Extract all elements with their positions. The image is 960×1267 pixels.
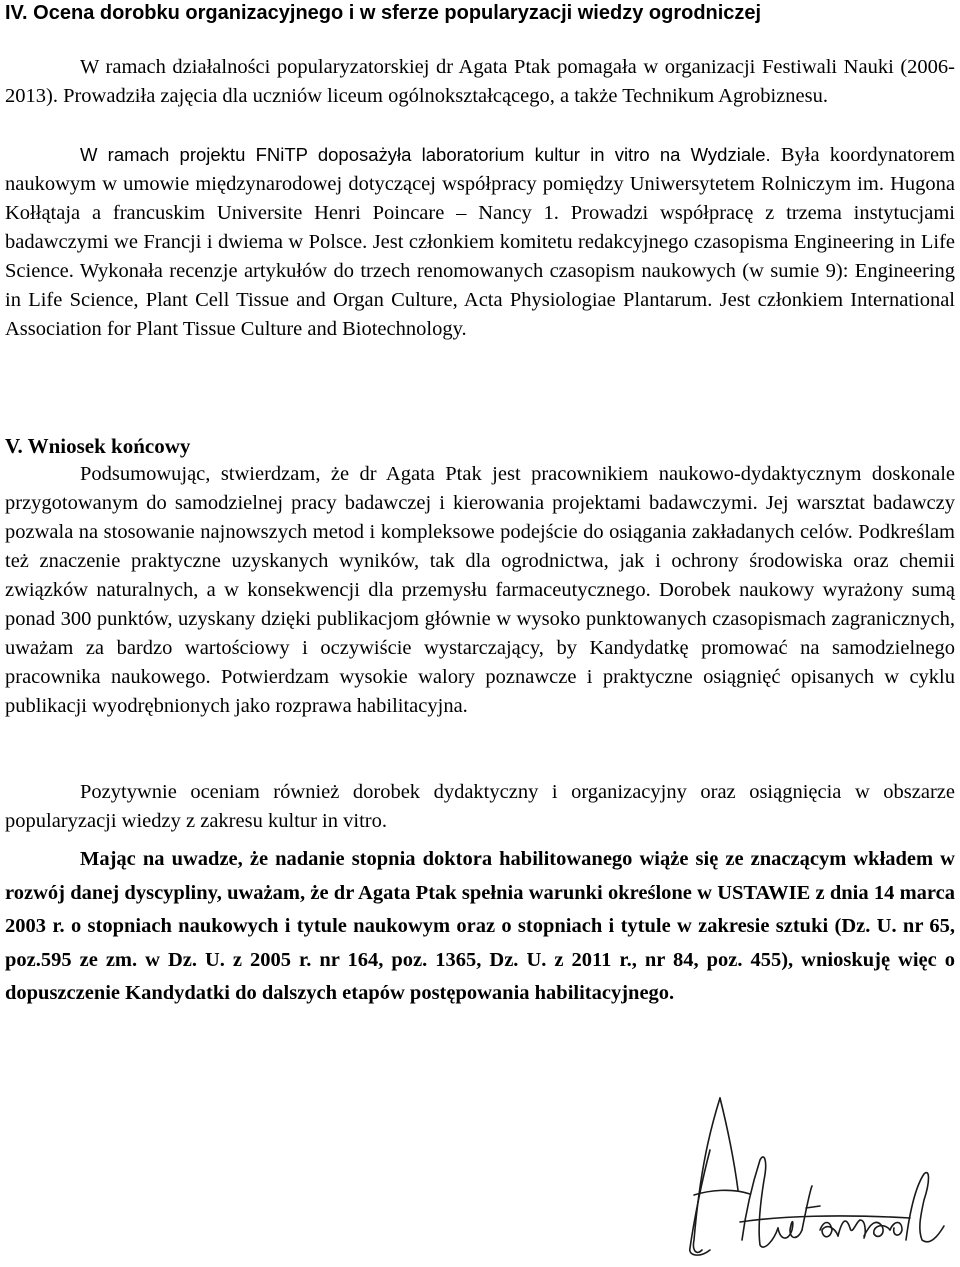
section-4-paragraph-2-body: Była koordynatorem naukowym w umowie międzynarodowej dotyczącej współpracy pomiędzy Uniwersytetem Rolniczym im. Hugona Kołłątaja a francuskim Universite Henri Poincare – Nancy 1. Prowadzi współpracę z trzema instytucjami badawczymi we Francji i dwiema w Polsce. Jest członkiem komitetu redakcyjnego czasopisma Engineering in Life Science. Wykonała recenzje artykułów do trzech renomowanych czasopism naukowych (w sumie 9): Engineering in Life Science, Plant Cell Tissue and Organ Culture, Acta Physiologiae Plantarum. Jest członkiem International Association for Plant Tissue Culture and Biotechnology. [5,144,955,340]
section-5-heading: V. Wniosek końcowy [5,434,191,458]
section-4-paragraph-2 [5,140,955,344]
section-4-paragraph-2-lead: W ramach projektu FNiTP doposażyła laboratorium kultur in vitro na Wydziale. [80,144,771,165]
final-conclusion: Mając na uwadze, że nadanie stopnia doktora habilitowanego wiąże się ze znaczącym wkładem w rozwój danej dyscypliny, uważam, że dr Agata Ptak spełnia warunki określone w USTAWIE z dnia 14 marca 2003 r. o stopniach naukowych i tytule naukowym oraz o stopniach i tytule w zakresie sztuki (Dz. U. nr 65, poz.595 ze zm. w Dz. U. z 2005 r. nr 164, poz. 1365, Dz. U. z 2011 r., nr 84, poz. 455), wnioskuję więc o dopuszczenie Kandydatki do dalszych etapów postępowania habilitacyjnego. [5,848,955,1004]
section-5-paragraph-1: Podsumowując, stwierdzam, że dr Agata Ptak jest pracownikiem naukowo-dydaktycznym doskonale przygotowanym do samodzielnej pracy badawczej i kierowania projektami badawczymi. Jej warsztat badawczy pozwala na stosowanie najnowszych metod i kompleksowe podejście do osiągania zakładanych celów. Podkreślam też znaczenie praktyczne uzyskanych wyników, tak dla ogrodnictwa, jak i ochrony środowiska oraz chemii związków naturalnych, a w konsekwencji dla przemysłu farmaceutycznego. Dorobek naukowy wyrażony sumą ponad 300 punktów, uzyskany dzięki publikacjom głównie w wysoko punktowanych czasopismach zagranicznych, uważam za bardzo wartościowy i oczywiście wystarczający, by Kandydatkę promować na samodzielnego pracownika naukowego. Potwierdzam wysokie walory poznawcze i praktyczne osiągnięć opisanych w cyklu publikacji wyodrębnionych jako rozprawa habilitacyjna. [5,463,955,717]
section-4-paragraph-1: W ramach działalności popularyzatorskiej dr Agata Ptak pomagała w organizacji Festiwali Nauki (2006-2013). Prowadziła zajęcia dla uczniów liceum ogólnokształcącego, a także Technikum Agrobiznesu. [5,56,955,107]
section-4-heading: IV. Ocena dorobku organizacyjnego i w sferze popularyzacji wiedzy ogrodniczej [5,2,762,24]
section-5-paragraph-2: Pozytywnie oceniam również dorobek dydaktyczny i organizacyjny oraz osiągnięcia w obszarze popularyzacji wiedzy z zakresu kultur in vitro. [5,781,955,832]
handwritten-signature-icon [680,1090,955,1260]
